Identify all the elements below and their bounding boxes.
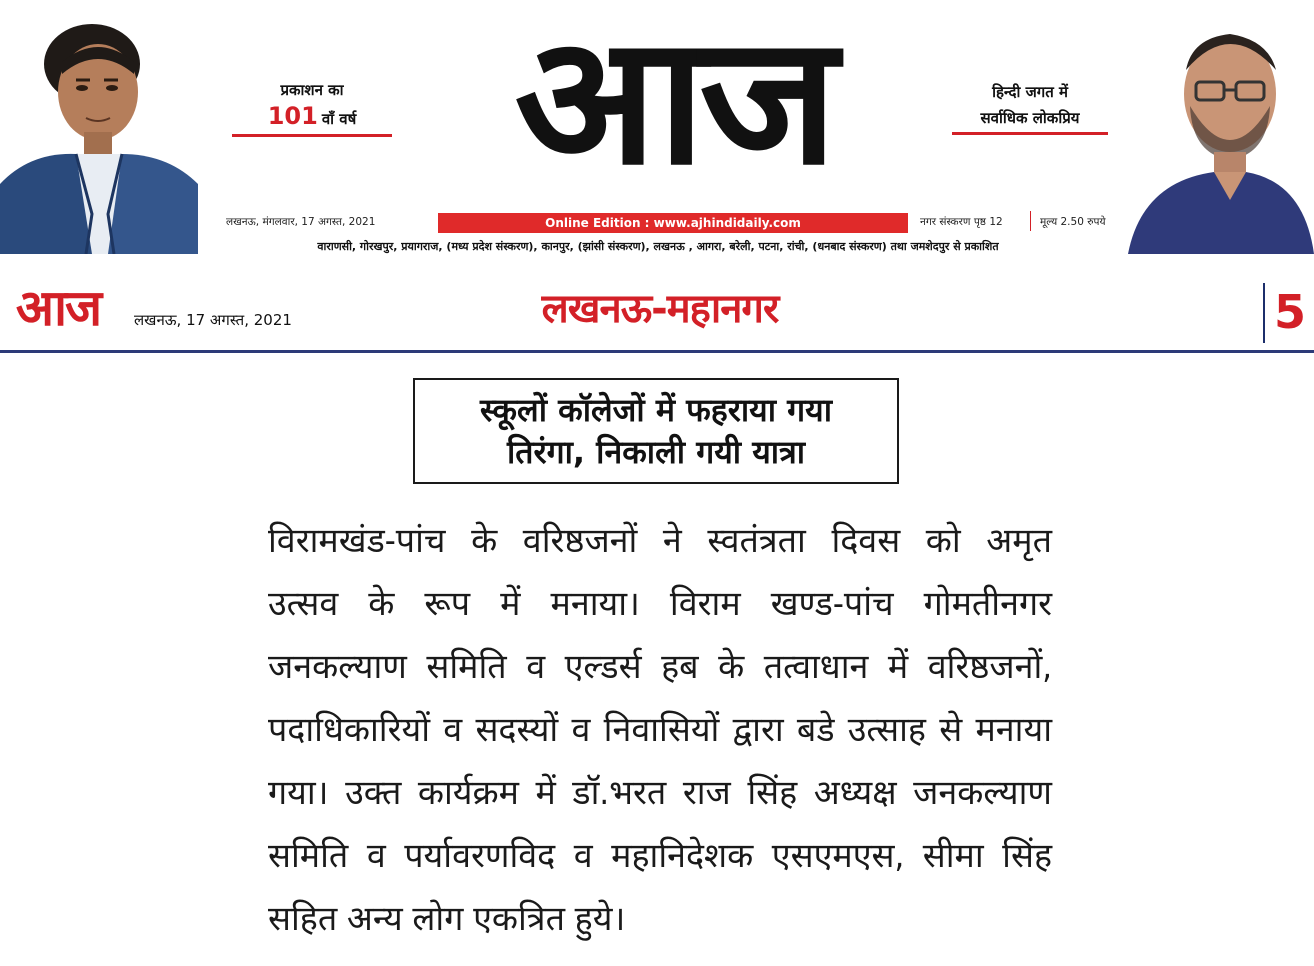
published-cities: वाराणसी, गोरखपुर, प्रयागराज, (मध्य प्रदेश संस्करण), कानपुर, (झांसी संस्करण), लखनऊ , आगरा, बरेली, पटना, रांची, (धनबाद संस्करण) तथा जमशेदपुर से प्रकाशित bbox=[317, 240, 999, 253]
section-title: लखनऊ-महानगर bbox=[541, 286, 779, 332]
popularity-tag bbox=[952, 82, 1108, 135]
article-line: समिति व पर्यावरणविद व महानिदेशक एसएमएस, सीमा सिंह bbox=[268, 836, 1052, 876]
headline-line-1: स्कूलों कॉलेजों में फहराया गया bbox=[479, 391, 833, 429]
tag-line-1: प्रकाशन का bbox=[280, 81, 344, 99]
article-line: उत्सव के रूप में मनाया। विराम खण्ड-पांच गोमतीनगर bbox=[268, 584, 1052, 624]
headline-box bbox=[413, 378, 899, 484]
masthead bbox=[0, 0, 1314, 258]
tag-line-2 bbox=[232, 102, 392, 130]
page-number: 5 bbox=[1273, 285, 1306, 339]
left-portrait-photo bbox=[0, 14, 198, 254]
year-suffix: वाँ वर्ष bbox=[321, 110, 357, 128]
year-number: 101 bbox=[267, 102, 318, 130]
page-number-divider bbox=[1263, 283, 1265, 343]
header-rule bbox=[0, 350, 1314, 353]
edition-pages: नगर संस्करण पृष्ठ 12 bbox=[920, 216, 1003, 228]
page-header-date: लखनऊ, 17 अगस्त, 2021 bbox=[134, 311, 292, 329]
right-portrait-photo bbox=[1118, 14, 1314, 254]
tag-line-2: सर्वाधिक लोकप्रिय bbox=[980, 109, 1080, 127]
article-line: सहित अन्य लोग एकत्रित हुये। bbox=[268, 899, 626, 939]
article-body bbox=[268, 510, 1052, 951]
online-edition-link[interactable]: Online Edition : www.ajhindidaily.com bbox=[438, 213, 908, 233]
tag-underline bbox=[952, 132, 1108, 135]
article-line: गया। उक्त कार्यक्रम में डॉ.भरत राज सिंह अध्यक्ष जनकल्याण bbox=[268, 773, 1052, 813]
masthead-date: लखनऊ, मंगलवार, 17 अगस्त, 2021 bbox=[226, 216, 376, 228]
page-header-logo: आज bbox=[15, 278, 101, 337]
publication-year-tag bbox=[232, 80, 392, 137]
article-line: पदाधिकारियों व सदस्यों व निवासियों द्वारा बडे उत्साह से मनाया bbox=[268, 710, 1052, 750]
article-line: विरामखंड-पांच के वरिष्ठजनों ने स्वतंत्रता दिवस को अमृत bbox=[268, 521, 1052, 561]
tag-underline bbox=[232, 134, 392, 137]
tag-line-1: हिन्दी जगत में bbox=[992, 83, 1068, 101]
article-line: जनकल्याण समिति व एल्डर्स हब के तत्वाधान में वरिष्ठजनों, bbox=[268, 647, 1052, 687]
newspaper-logo: आज bbox=[514, 0, 832, 204]
meta-divider bbox=[1030, 211, 1031, 231]
price: मूल्य 2.50 रुपये bbox=[1040, 216, 1106, 228]
headline-line-2: तिरंगा, निकाली गयी यात्रा bbox=[506, 433, 806, 471]
